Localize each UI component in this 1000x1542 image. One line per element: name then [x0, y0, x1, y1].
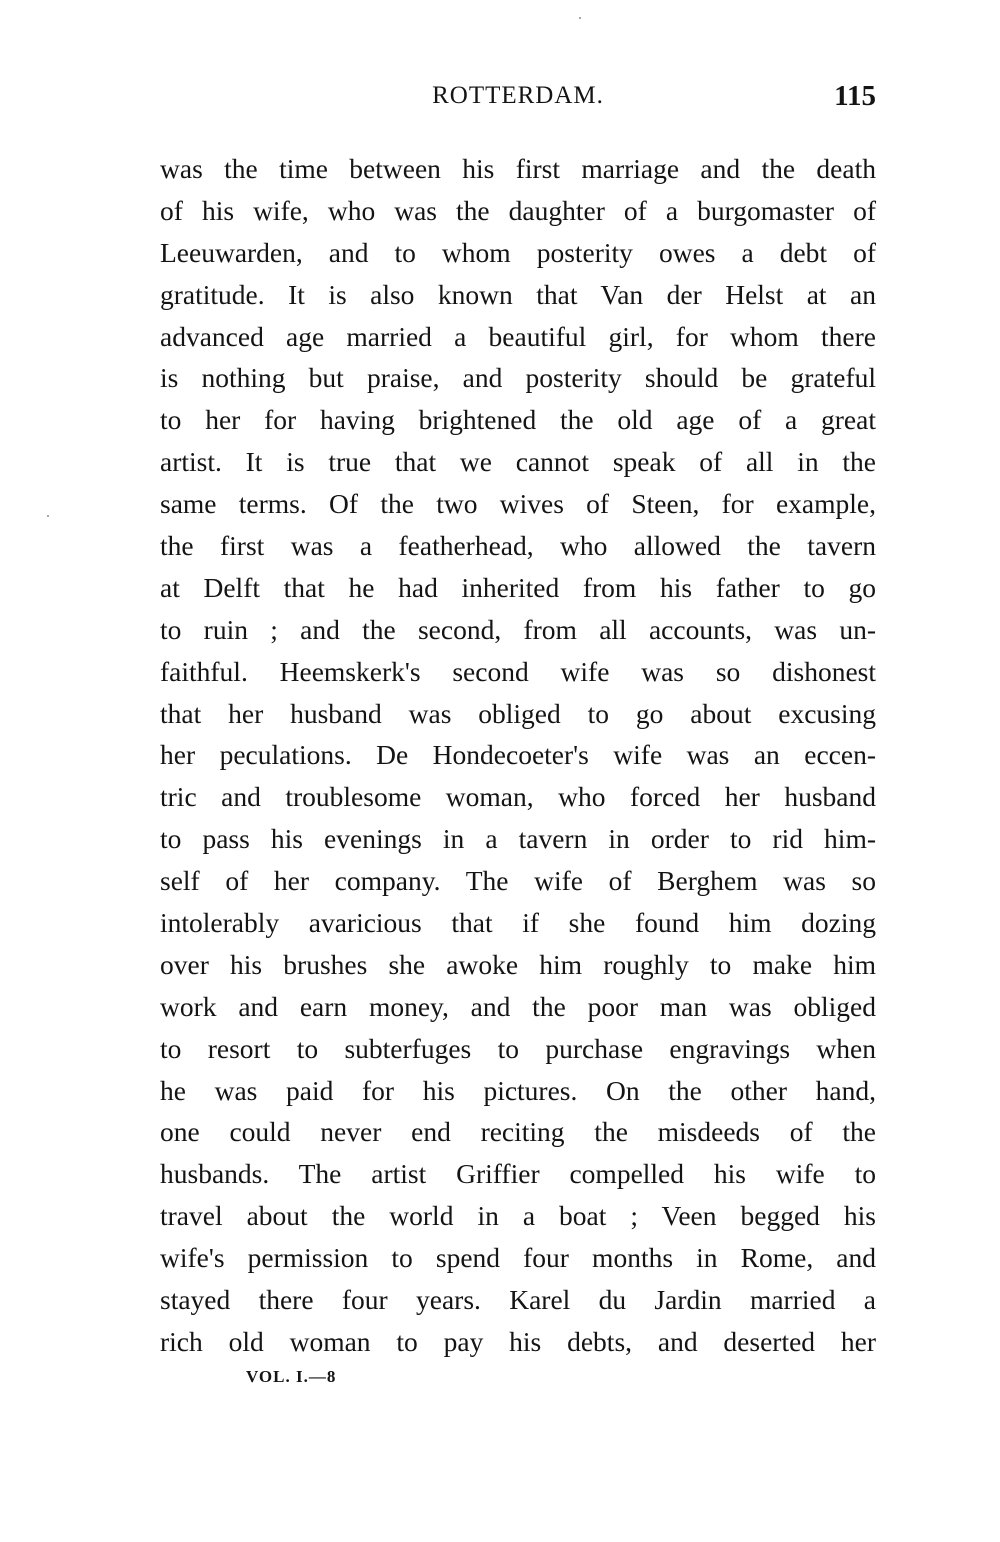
text-line: he was paid for his pictures. On the other hand, — [160, 1074, 876, 1106]
text-line: her peculations. De Hondecoeter's wife was an eccen- — [160, 739, 876, 771]
text-line: to ruin ; and the second, from all accounts, was un- — [160, 613, 876, 645]
text-line: work and earn money, and the poor man was obliged — [160, 990, 876, 1022]
text-line: that her husband was obliged to go about excusing — [160, 697, 876, 729]
text-line: wife's permission to spend four months in Rome, and — [160, 1242, 876, 1274]
text-line: at Delft that he had inherited from his father to go — [160, 571, 876, 603]
text-line: artist. It is true that we cannot speak of all in the — [160, 446, 876, 478]
text-line: was the time between his first marriage and the death — [160, 153, 876, 184]
text-line: over his brushes she awoke him roughly to make him — [160, 948, 876, 980]
paper-speck — [47, 515, 49, 517]
text-line: intolerably avaricious that if she found him dozing — [160, 907, 876, 939]
running-header — [160, 76, 876, 116]
text-line: one could never end reciting the misdeeds of the — [160, 1116, 876, 1148]
text-line: faithful. Heemskerk's second wife was so dishonest — [160, 655, 876, 687]
text-line: gratitude. It is also known that Van der Helst at an — [160, 278, 876, 310]
running-title: ROTTERDAM. — [432, 82, 604, 109]
text-line: husbands. The artist Griffier compelled his wife to — [160, 1158, 876, 1190]
text-line: rich old woman to pay his debts, and deserted her — [160, 1325, 876, 1357]
page-number: 115 — [834, 80, 876, 112]
text-line: advanced age married a beautiful girl, for whom there — [160, 320, 876, 352]
text-line: to resort to subterfuges to purchase engravings when — [160, 1032, 876, 1064]
text-line: to pass his evenings in a tavern in order to rid him- — [160, 823, 876, 855]
text-line: same terms. Of the two wives of Steen, for example, — [160, 488, 876, 520]
signature-mark: VOL. I.—8 — [246, 1367, 337, 1386]
text-line: of his wife, who was the daughter of a burgomaster of — [160, 194, 876, 226]
text-line: stayed there four years. Karel du Jardin married a — [160, 1284, 876, 1316]
paper-speck — [579, 17, 581, 19]
text-line: tric and troublesome woman, who forced her husband — [160, 781, 876, 813]
text-line: the first was a featherhead, who allowed the tavern — [160, 530, 876, 562]
text-line: to her for having brightened the old age of a great — [160, 404, 876, 436]
text-line: travel about the world in a boat ; Veen begged his — [160, 1200, 876, 1232]
text-line: Leeuwarden, and to whom posterity owes a debt of — [160, 236, 876, 268]
text-line: is nothing but praise, and posterity should be grateful — [160, 362, 876, 394]
body-text — [160, 148, 876, 1363]
text-line: self of her company. The wife of Berghem was so — [160, 865, 876, 897]
